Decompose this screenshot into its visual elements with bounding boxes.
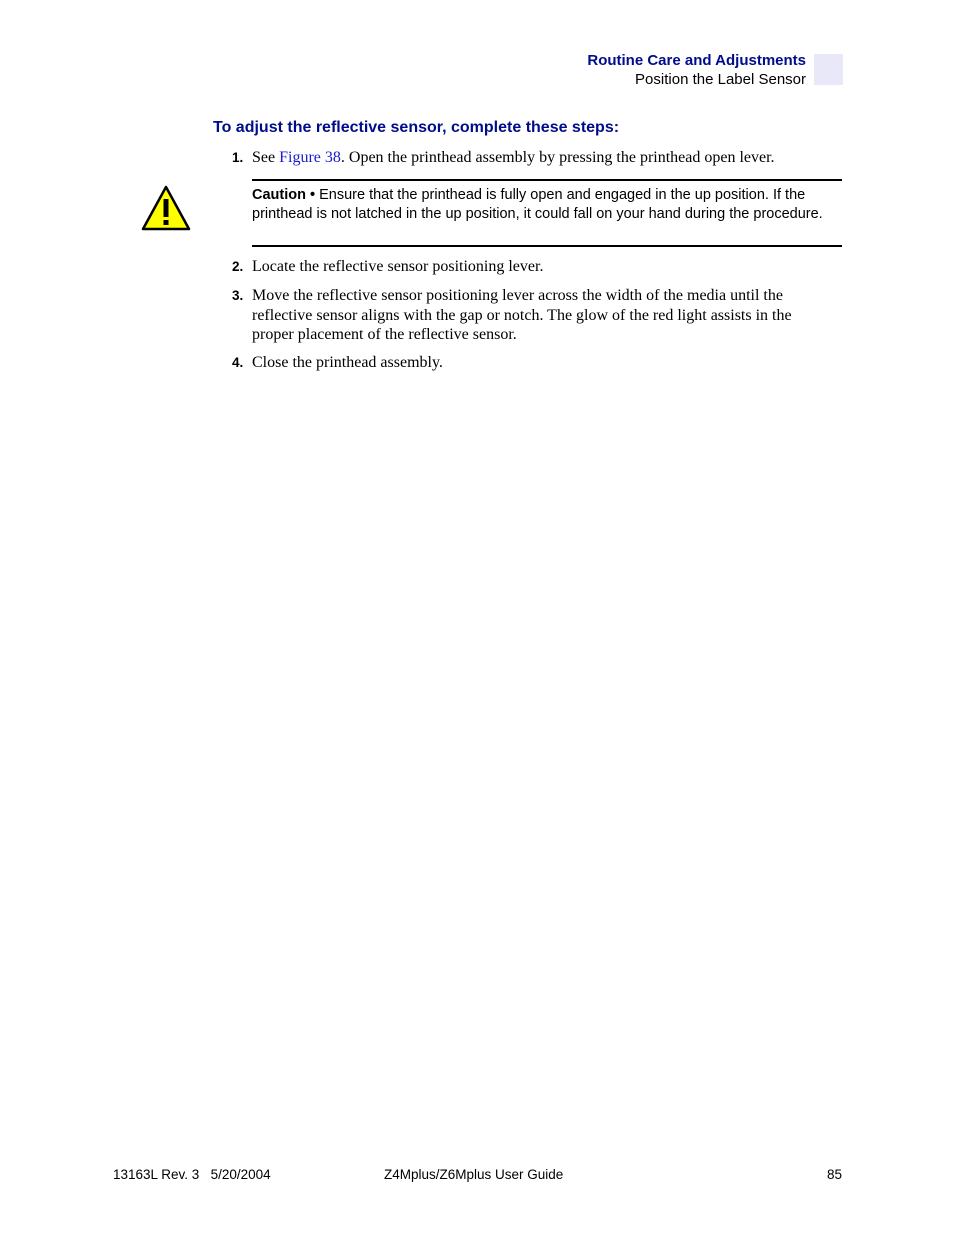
step-text-after: . Open the printhead assembly by pressing the printhead open lever. bbox=[340, 149, 775, 166]
caution-box bbox=[252, 179, 842, 247]
step-text: Move the reflective sensor positioning lever across the width of the media until the reflective sensor aligns with the gap or notch. The glow of the red light assists in the proper placement of the reflective sensor. bbox=[252, 287, 792, 343]
caution-body: Ensure that the printhead is fully open and engaged in the up position. If the printhead is not latched in the up position, it could fall on your hand during the procedure. bbox=[252, 187, 823, 222]
step-number: 1. bbox=[232, 150, 244, 165]
step-4 bbox=[232, 353, 832, 373]
footer-title: Z4Mplus/Z6Mplus User Guide bbox=[384, 1167, 564, 1182]
step-number: 3. bbox=[232, 288, 244, 303]
header-section-title: Position the Label Sensor bbox=[635, 71, 806, 88]
step-number: 4. bbox=[232, 355, 244, 370]
procedure-heading: To adjust the reflective sensor, complete these steps: bbox=[213, 119, 620, 136]
step-3 bbox=[232, 286, 832, 345]
footer-doc-id: 13163L Rev. 3 5/20/2004 bbox=[113, 1167, 271, 1182]
caution-label: Caution • bbox=[252, 187, 316, 203]
step-1 bbox=[232, 148, 832, 168]
step-2 bbox=[232, 257, 832, 277]
step-text-before: See bbox=[252, 149, 280, 166]
step-text bbox=[252, 148, 832, 168]
caution-text bbox=[252, 186, 842, 223]
header-tab-marker bbox=[814, 54, 843, 85]
footer-page-number: 85 bbox=[826, 1167, 842, 1182]
step-text: Close the printhead assembly. bbox=[252, 354, 443, 371]
warning-triangle-icon bbox=[140, 184, 192, 232]
step-text: Locate the reflective sensor positioning lever. bbox=[252, 258, 544, 275]
figure-38-link[interactable]: Figure 38 bbox=[279, 149, 341, 166]
step-number: 2. bbox=[232, 259, 244, 274]
header-chapter-title: Routine Care and Adjustments bbox=[587, 52, 806, 69]
